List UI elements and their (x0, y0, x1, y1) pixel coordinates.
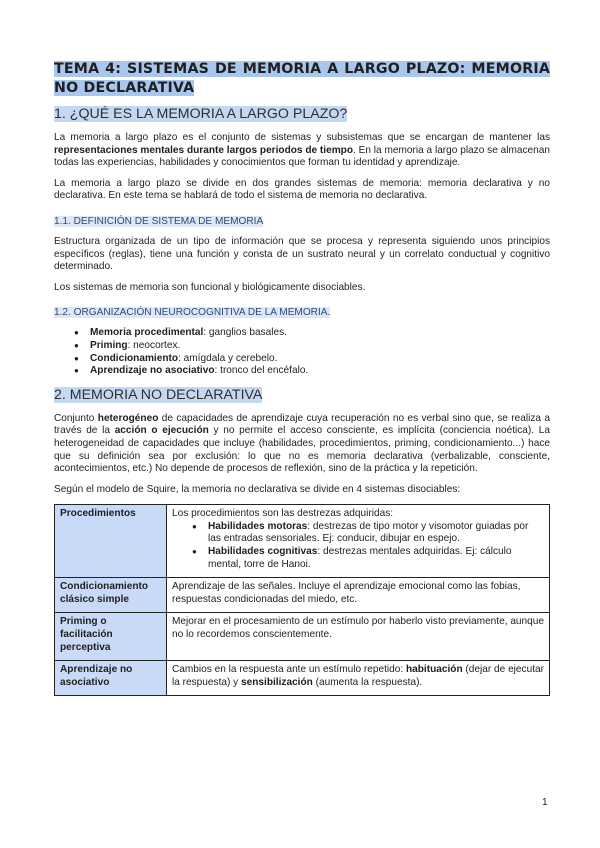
squire-systems-table (54, 504, 550, 696)
section-1-heading: 1. ¿QUÉ ES LA MEMORIA A LARGO PLAZO? (54, 106, 348, 122)
list-item: ● Memoria procedimental: ganglios basales. (90, 327, 550, 340)
section-1-1-heading: 1.1. DEFINICIÓN DE SISTEMA DE MEMORIA (54, 215, 264, 227)
row-content: Cambios en la respuesta ante un estímulo repetido: habituación (dejar de ejecutar la respuesta) y sensibilización (aumenta la respuesta). (167, 661, 550, 696)
document-page (54, 60, 550, 696)
section-1-1-paragraph-2: Los sistemas de memoria son funcional y biológicamente disociables. (54, 281, 366, 293)
table-row (55, 613, 550, 661)
main-title: TEMA 4: SISTEMAS DE MEMORIA A LARGO PLAZO: MEMORIA NO DECLARATIVA (54, 61, 550, 96)
section-2-paragraph-2: Según el modelo de Squire, la memoria no declarativa se divide en 4 sistemas disociables: (54, 483, 461, 495)
list-item: ● Aprendizaje no asociativo: tronco del encéfalo. (90, 365, 550, 378)
list-item: ● Habilidades cognitivas: destrezas mentales adquiridas. Ej: cálculo mental, torre de Hanoi. (208, 546, 544, 571)
row-content: Los procedimientos son las destrezas adquiridas: ● Habilidades motoras: destrezas de tipo motor y visomotor guiadas por las entradas sensoriales. Ej: conducir, dibujar en espejo. ● Habilidades cognitivas: destrezas mentales adquiridas. Ej: cálculo mental, torre de Hanoi. (167, 505, 550, 578)
table-row (55, 505, 550, 578)
row-label: Procedimientos (55, 505, 167, 578)
section-1-paragraph-2: La memoria a largo plazo se divide en dos grandes sistemas de memoria: memoria declarativa y no declarativa. En este tema se hablará de todo el sistema de memoria no declarativa. (54, 177, 550, 202)
section-1-paragraph-1: La memoria a largo plazo es el conjunto de sistemas y subsistemas que se encargan de mantener las representaciones mentales durante largos periodos de tiempo. En la memoria a largo plazo se almacenan todas las experiencias, habilidades y conocimientos que forman tu identidad y aprendizaje. (54, 132, 550, 169)
table-row (55, 661, 550, 696)
row-label: Priming o facilitación perceptiva (55, 613, 167, 661)
organization-list (54, 327, 550, 377)
section-2-heading: 2. MEMORIA NO DECLARATIVA (54, 386, 263, 403)
list-item: ● Priming: neocortex. (90, 340, 550, 353)
list-item: ● Habilidades motoras: destrezas de tipo motor y visomotor guiadas por las entradas sensoriales. Ej: conducir, dibujar en espejo. (208, 521, 544, 546)
list-item: ● Condicionamiento: amígdala y cerebelo. (90, 353, 550, 366)
page-number: 1 (542, 797, 548, 808)
section-2-paragraph-1: Conjunto heterogéneo de capacidades de aprendizaje cuya recuperación no es verbal sino que, se realiza a través de la acción o ejecución y no permite el acceso consciente, es implícita (conciencia noética). La heterogeneidad de capacidades que incluye (habilidades, procedimientos, priming, condicionamiento...) hace que su definición sea por exclusión: lo que no es memoria declarativa (verbalizable, consciente, acontecimientos, etc.) No depende de procesos de reflexión, sino de la práctica y la repetición. (54, 412, 551, 475)
row-content: Mejorar en el procesamiento de un estímulo por haberlo visto previamente, aunque no lo recordemos conscientemente. (167, 613, 550, 661)
section-1-1-paragraph-1: Estructura organizada de un tipo de información que se procesa y representa siguiendo unos principios específicos (reglas), tiene una función y consta de un sustrato neural y un correlato conductual y cognitivo determinado. (54, 235, 550, 273)
row-label: Condicionamiento clásico simple (55, 578, 167, 613)
section-1-2-heading: 1.2. ORGANIZACIÓN NEUROCOGNITIVA DE LA MEMORIA. (54, 307, 331, 319)
row-label: Aprendizaje no asociativo (55, 661, 167, 696)
row-content: Aprendizaje de las señales. Incluye el aprendizaje emocional como las fobias, respuestas condicionadas del miedo, etc. (167, 578, 550, 613)
table-row (55, 578, 550, 613)
